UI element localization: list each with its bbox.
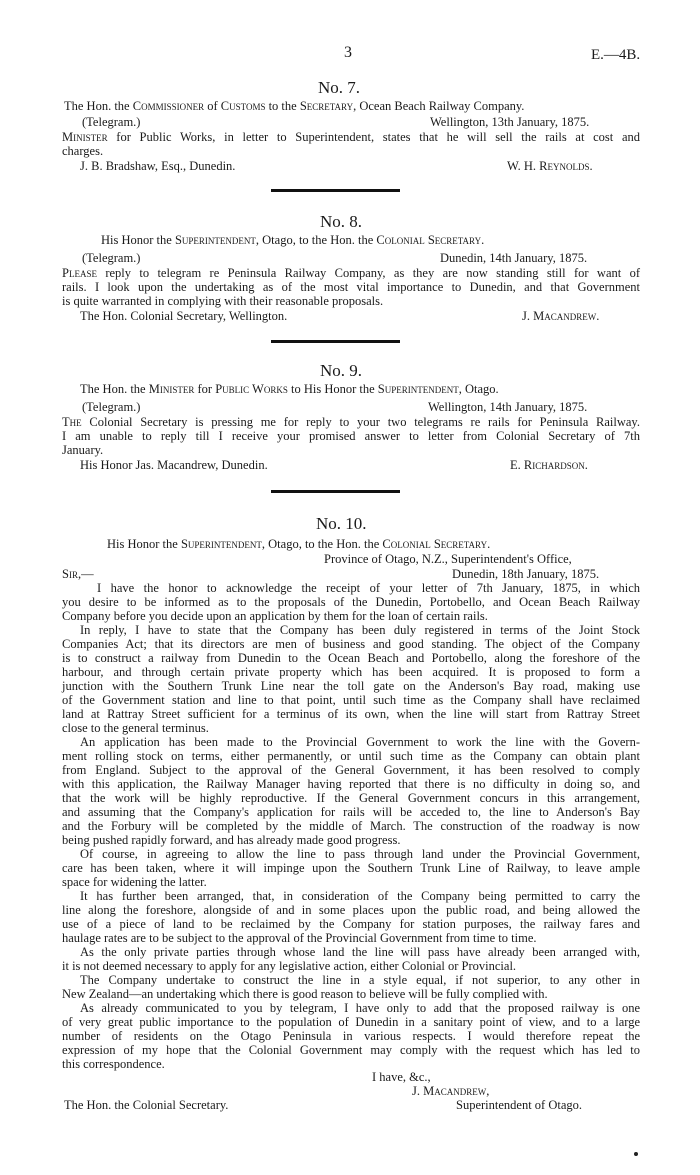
- body-line: rails. I look upon the undertaking as of the most vital importance to Dunedin, and that Government: [62, 280, 640, 294]
- addressee-no8: The Hon. Colonial Secretary, Wellington.: [80, 309, 288, 323]
- letter-line: Company before you decide upon an application by them for the loan of certain rails.: [62, 609, 488, 623]
- letter-line: junction with the Southern Trunk Line near the toll gate on the Anderson's Bay road, making use: [62, 679, 640, 693]
- body-line: Please reply to telegram re Peninsula Railway Company, as they are now standing still for want of: [62, 266, 640, 280]
- letter-line: and assuming that the Company's application for rails will be acceded to, the line to Anderson's Bay: [62, 805, 640, 819]
- signature-title: Superintendent of Otago.: [456, 1098, 583, 1112]
- letter-line: It has further been arranged, that, in consideration of the Company being permitted to carry the: [80, 889, 640, 903]
- dateline-no9: Wellington, 14th January, 1875.: [428, 400, 588, 414]
- signature-no7: W. H. Reynolds.: [507, 159, 593, 173]
- letter-line: The Company undertake to construct the line in a style equal, if not superior, to any other in: [80, 973, 640, 987]
- letter-line: haulage rates are to be subject to the approval of the Provincial Government from time to time.: [62, 931, 537, 945]
- section-heading-no10: No. 10.: [316, 514, 367, 533]
- letter-line: As already communicated to you by telegram, I have only to add that the proposed railway is one: [80, 1001, 640, 1015]
- signature-no8: J. Macandrew.: [522, 309, 600, 323]
- telegram-label-no8: (Telegram.): [82, 251, 141, 265]
- dateline-no7: Wellington, 13th January, 1875.: [430, 115, 590, 129]
- office-line: Province of Otago, N.Z., Superintendent's Office,: [324, 552, 572, 566]
- letter-line: this correspondence.: [62, 1057, 165, 1071]
- letter-line: it is not deemed necessary to apply for any legislative action, either Colonial or Provincial.: [62, 959, 517, 973]
- letter-line: Of course, in agreeing to allow the line to pass through land under the Provincial Government,: [80, 847, 640, 861]
- page-number: 3: [344, 44, 352, 61]
- section-title-no8: His Honor the Superintendent, Otago, to the Hon. the Colonial Secretary.: [101, 233, 485, 247]
- letter-line: number of residents on the Otago Peninsula in various respects. I would therefore repeat the: [62, 1029, 640, 1043]
- letter-line: line along the foreshore, alongside of and in some places upon the public road, and being allowed the: [62, 903, 640, 917]
- letter-line: of very great public importance to the population of Dunedin in a sanitary point of view, and to a large: [62, 1015, 640, 1029]
- section-title-no9: The Hon. the Minister for Public Works to His Honor the Superintendent, Otago.: [80, 382, 499, 396]
- signature-name: J. Macandrew,: [412, 1084, 490, 1098]
- letter-line: ment rolling stock on terms, either permanently, or until such time as the Company can obtain plant: [62, 749, 640, 763]
- signature-no9: E. Richardson.: [510, 458, 588, 472]
- letter-line: use of a piece of land to be reclaimed by the Company for station purposes, the railway fares and: [62, 917, 640, 931]
- letter-line: I have the honor to acknowledge the receipt of your letter of 7th January, 1875, in which: [97, 581, 640, 595]
- telegram-label-no9: (Telegram.): [82, 400, 141, 414]
- letter-line: As the only private parties through whose land the line will pass have already been arranged with,: [80, 945, 640, 959]
- body-line: I am unable to reply till I receive your promised answer to letter from Colonial Secretary of 7th: [62, 429, 640, 443]
- body-line: The Colonial Secretary is pressing me for reply to your two telegrams re rails for Peninsula Railway.: [62, 415, 640, 429]
- letter-line: being pushed rapidly forward, and has already made good progress.: [62, 833, 401, 847]
- telegram-label-no7: (Telegram.): [82, 115, 141, 129]
- letter-line: Companies Act; that its directors are men of business and good standing. The object of the Company: [62, 637, 640, 651]
- letter-line: care has been taken, where it will impinge upon the Southern Trunk Line of Railway, to leave ample: [62, 861, 640, 875]
- section-title-no7: The Hon. the Commissioner of Customs to the Secretary, Ocean Beach Railway Company.: [64, 99, 525, 113]
- letter-line: is to construct a railway from Dunedin to the Ocean Beach and Portobello, along the foreshore of the: [62, 651, 640, 665]
- letter-line: In reply, I have to state that the Company has been duly registered in terms of the Joint Stock: [80, 623, 640, 637]
- salutation: Sir,—: [62, 567, 94, 581]
- closing: I have, &c.,: [372, 1070, 431, 1084]
- letter-line: An application has been made to the Provincial Government to work the line with the Govern-: [80, 735, 640, 749]
- section-heading-no8: No. 8.: [320, 212, 363, 231]
- addressee-no10: The Hon. the Colonial Secretary.: [64, 1098, 229, 1112]
- section-divider: [271, 490, 400, 493]
- section-heading-no9: No. 9.: [320, 361, 363, 380]
- letter-line: of the Government station and line to that point, until such time as the Company shall have reclaimed: [62, 693, 640, 707]
- section-title-no10: His Honor the Superintendent, Otago, to the Hon. the Colonial Secretary.: [107, 537, 491, 551]
- body-line: Minister for Public Works, in letter to Superintendent, states that he will sell the rails at cost and: [62, 130, 640, 144]
- addressee-no7: J. B. Bradshaw, Esq., Dunedin.: [80, 159, 236, 173]
- body-line: charges.: [62, 144, 104, 158]
- body-line: is quite warranted in complying with their reasonable proposals.: [62, 294, 384, 308]
- dateline-no8: Dunedin, 14th January, 1875.: [440, 251, 588, 265]
- document-reference: E.—4B.: [591, 47, 641, 63]
- letter-line: space for widening the latter.: [62, 875, 207, 889]
- letter-line: with this application, the Railway Manager having reported that there is no difficulty in doing so, and: [62, 777, 640, 791]
- letter-line: you desire to be informed as to the proposals of the Dunedin, Portobello, and Ocean Beach Railway: [62, 595, 640, 609]
- letter-line: expression of my hope that the Colonial Government may comply with the request which has led to: [62, 1043, 640, 1057]
- letter-line: harbour, and through certain private property which has been acquired. It is proposed to form a: [62, 665, 640, 679]
- letter-line: New Zealand—an undertaking which there is good reason to believe will be fully complied with.: [62, 987, 548, 1001]
- addressee-no9: His Honor Jas. Macandrew, Dunedin.: [80, 458, 268, 472]
- letter-line: from England. Subject to the approval of the General Government, it has been resolved to comply: [62, 763, 640, 777]
- letter-line: that the work will be highly reproductive. If the General Government concurs in this arrangement,: [62, 791, 640, 805]
- letter-date: Dunedin, 18th January, 1875.: [452, 567, 600, 581]
- letter-line: and the Forbury will be completed by the middle of March. The construction of the roadway is now: [62, 819, 640, 833]
- margin-mark: [634, 1152, 638, 1156]
- section-divider: [271, 340, 400, 343]
- section-divider: [271, 189, 400, 192]
- letter-line: close to the general terminus.: [62, 721, 209, 735]
- letter-line: land at Rattray Street sufficient for a terminus of its own, when the line will start from Rattray Street: [62, 707, 640, 721]
- body-line: January.: [62, 443, 104, 457]
- section-heading-no7: No. 7.: [318, 78, 361, 97]
